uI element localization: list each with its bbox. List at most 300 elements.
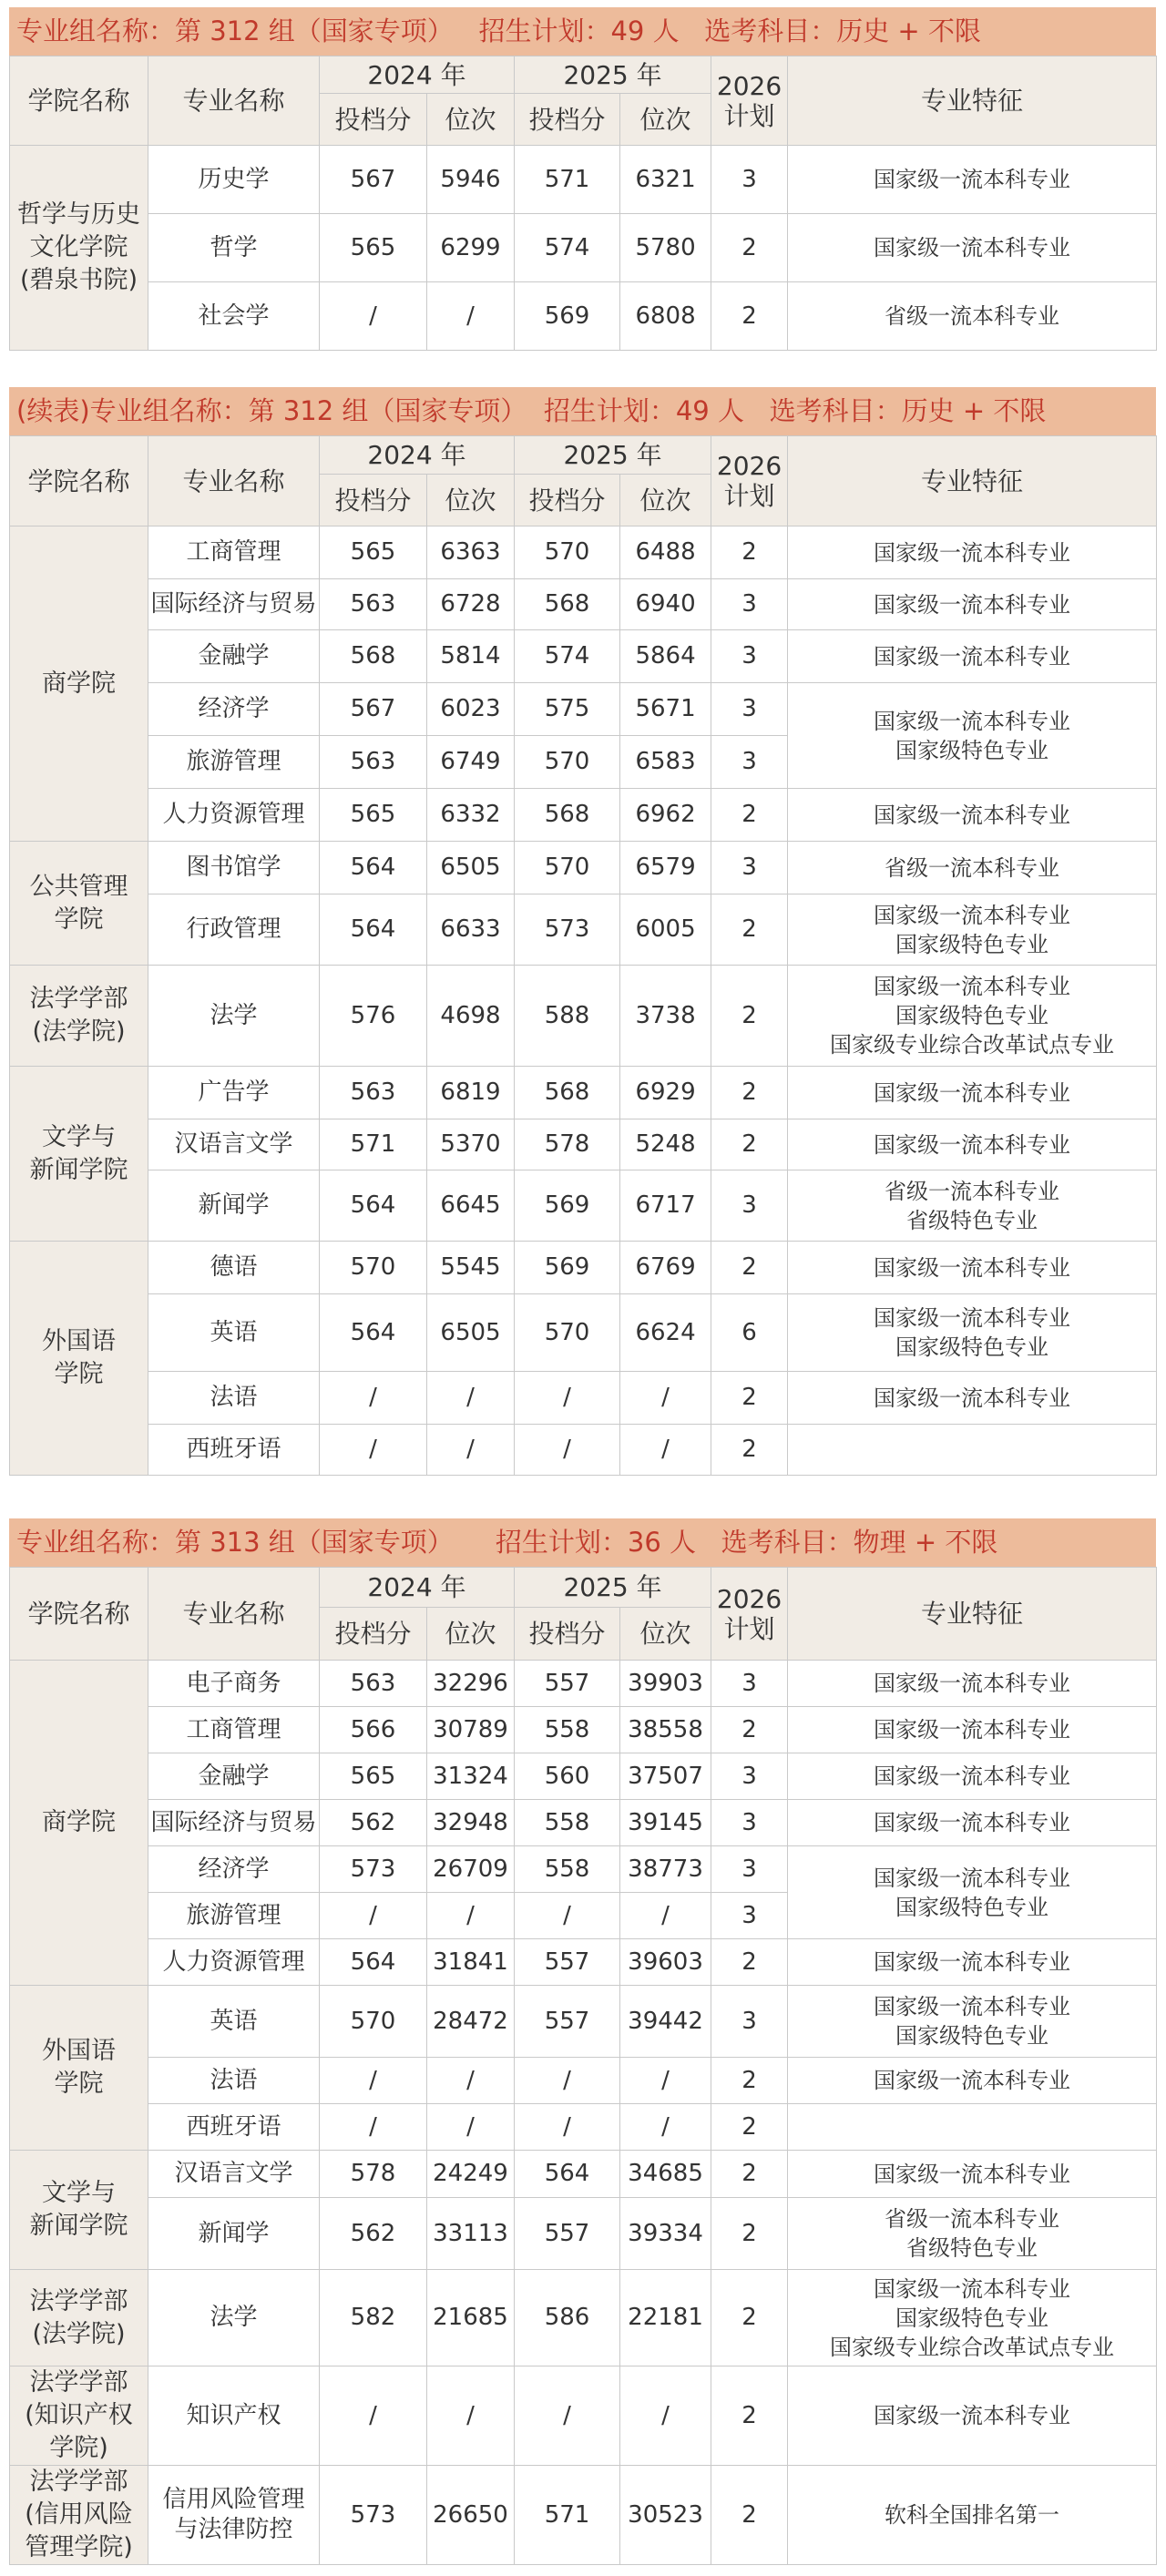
plan-2026: 2 [711, 1372, 788, 1425]
score-2024: 565 [320, 789, 427, 842]
major-feature [788, 789, 1157, 842]
score-2025: 588 [515, 966, 620, 1067]
data-table [9, 435, 1157, 1476]
major-name: 旅游管理 [148, 736, 320, 789]
major-feature [788, 1800, 1157, 1846]
col-header-score: 投档分 [320, 1608, 427, 1661]
major-name: 汉语言文学 [148, 1119, 320, 1170]
college-name-line: 法学学部 [29, 2286, 128, 2315]
major-name: 英语 [148, 1986, 320, 2058]
score-2024: 562 [320, 1800, 427, 1846]
college-name [10, 2366, 148, 2466]
feature-line: 国家级一流本科专业 [874, 1810, 1071, 1835]
rank-2024: 6819 [427, 1067, 515, 1119]
feature-line: 国家级一流本科专业 [874, 2275, 1071, 2302]
score-2025: 575 [515, 683, 620, 736]
college-name-line: (法学院) [32, 1017, 126, 1046]
rank-2025: 6929 [620, 1067, 711, 1119]
score-2024: 564 [320, 1170, 427, 1242]
header-line: 2026 [716, 70, 782, 101]
rank-2024: 32296 [427, 1661, 515, 1707]
score-2025: 569 [515, 1242, 620, 1294]
score-2025: 570 [515, 1294, 620, 1372]
rank-2025: 6940 [620, 579, 711, 630]
admission-table-312 [9, 7, 1156, 351]
plan-2026: 2 [711, 282, 788, 351]
feature-line: 国家级特色专业 [895, 931, 1049, 957]
college-name-line: 外国语 [42, 1327, 116, 1355]
major-name: 国际经济与贸易 [148, 579, 320, 630]
plan-2026: 3 [711, 1846, 788, 1893]
score-2024: / [320, 2058, 427, 2104]
header-row [10, 436, 1157, 475]
table-row [10, 789, 1157, 842]
col-header-rank: 位次 [620, 475, 711, 526]
major-name: 哲学 [148, 214, 320, 282]
col-header-score: 投档分 [515, 94, 620, 146]
rank-2025: 6769 [620, 1242, 711, 1294]
score-2025: 568 [515, 1067, 620, 1119]
plan-2026: 3 [711, 1893, 788, 1939]
feature-line: 国家级一流本科专业 [874, 167, 1071, 192]
major-feature [788, 630, 1157, 683]
major-feature [788, 2466, 1157, 2565]
college-name-line: 新闻学院 [29, 1155, 128, 1184]
plan-2026: 3 [711, 1986, 788, 2058]
score-2024: / [320, 1425, 427, 1476]
score-2024: / [320, 282, 427, 351]
score-2025: 570 [515, 842, 620, 894]
college-name [10, 966, 148, 1067]
plan-2026: 2 [711, 789, 788, 842]
rank-2024: 6332 [427, 789, 515, 842]
rank-2025: / [620, 2366, 711, 2466]
major-name: 汉语言文学 [148, 2151, 320, 2198]
rank-2025: 39903 [620, 1661, 711, 1707]
major-feature [788, 2058, 1157, 2104]
score-2025: 558 [515, 1707, 620, 1753]
plan-2026: 2 [711, 894, 788, 966]
rank-2024: 31324 [427, 1753, 515, 1800]
score-2025: 557 [515, 1939, 620, 1986]
feature-line: 国家级一流本科专业 [874, 1763, 1071, 1789]
feature-line: 国家级一流本科专业 [874, 708, 1071, 734]
major-name: 社会学 [148, 282, 320, 351]
col-header-plan [711, 56, 788, 146]
feature-line: 省级特色专业 [906, 2235, 1038, 2261]
score-2024: / [320, 2104, 427, 2151]
major-feature [788, 1170, 1157, 1242]
score-2024: 564 [320, 1294, 427, 1372]
feature-line: 国家级一流本科专业 [874, 2161, 1071, 2187]
rank-2025: 37507 [620, 1753, 711, 1800]
plan-2026: 2 [711, 966, 788, 1067]
score-2025: 564 [515, 2151, 620, 2198]
rank-2024: / [427, 1893, 515, 1939]
feature-line: 国家级一流本科专业 [874, 2068, 1071, 2093]
major-name: 行政管理 [148, 894, 320, 966]
major-feature [788, 146, 1157, 214]
feature-line: 国家级一流本科专业 [874, 235, 1071, 261]
score-2025: 569 [515, 1170, 620, 1242]
feature-line: 国家级特色专业 [895, 737, 1049, 763]
rank-2025: 5864 [620, 630, 711, 683]
table-row [10, 1939, 1157, 1986]
group-banner: 专业组名称：第 312 组（国家专项） 招生计划：49 人 选考科目：历史 + 不限 [9, 7, 1156, 56]
score-2024: 564 [320, 1939, 427, 1986]
plan-2026: 2 [711, 526, 788, 579]
college-name [10, 1242, 148, 1476]
major-feature [788, 1661, 1157, 1707]
major-name: 法学 [148, 2270, 320, 2366]
table-row [10, 894, 1157, 966]
score-2024: 576 [320, 966, 427, 1067]
feature-line: 省级一流本科专业 [885, 2206, 1060, 2232]
rank-2024: 33113 [427, 2198, 515, 2270]
score-2025: / [515, 1425, 620, 1476]
col-header-rank: 位次 [427, 94, 515, 146]
major-name: 金融学 [148, 1753, 320, 1800]
score-2025: 557 [515, 2198, 620, 2270]
feature-line: 国家级特色专业 [895, 1003, 1049, 1028]
col-header-rank: 位次 [427, 1608, 515, 1661]
data-table [9, 1567, 1157, 2565]
col-header-major: 专业名称 [148, 1568, 320, 1661]
feature-line: 国家级特色专业 [895, 1334, 1049, 1360]
college-name-line: 学院 [54, 905, 104, 934]
feature-line: 国家级一流本科专业 [874, 539, 1071, 566]
rank-2025: 6321 [620, 146, 711, 214]
major-name: 英语 [148, 1294, 320, 1372]
feature-line: 国家级一流本科专业 [874, 1385, 1071, 1411]
rank-2024: 6505 [427, 842, 515, 894]
rank-2024: 6633 [427, 894, 515, 966]
major-name: 经济学 [148, 683, 320, 736]
score-2024: 564 [320, 842, 427, 894]
rank-2025: 22181 [620, 2270, 711, 2366]
college-name-line: 法学学部 [29, 2468, 128, 2496]
major-name: 西班牙语 [148, 1425, 320, 1476]
plan-2026: 3 [711, 683, 788, 736]
rank-2025: 6005 [620, 894, 711, 966]
col-header-score: 投档分 [515, 475, 620, 526]
college-name-line: 学院 [54, 2070, 104, 2098]
major-name: 旅游管理 [148, 1893, 320, 1939]
score-2024: 564 [320, 894, 427, 966]
rank-2025: 39603 [620, 1939, 711, 1986]
major-name: 工商管理 [148, 526, 320, 579]
rank-2025: 6583 [620, 736, 711, 789]
major-name: 人力资源管理 [148, 789, 320, 842]
feature-line: 国家级一流本科专业 [874, 1717, 1071, 1743]
table-row [10, 2104, 1157, 2151]
score-2025: 571 [515, 2466, 620, 2565]
college-name [10, 842, 148, 966]
rank-2024: 5545 [427, 1242, 515, 1294]
plan-2026: 2 [711, 2466, 788, 2565]
major-name: 新闻学 [148, 2198, 320, 2270]
major-name: 国际经济与贸易 [148, 1800, 320, 1846]
major-feature [788, 282, 1157, 351]
major-feature [788, 1753, 1157, 1800]
feature-line: 国家级特色专业 [895, 2023, 1049, 2049]
college-name [10, 2151, 148, 2270]
score-2025: 573 [515, 894, 620, 966]
table-row [10, 1119, 1157, 1170]
college-name-line: (碧泉书院) [19, 266, 138, 294]
table-row [10, 1067, 1157, 1119]
score-2024: 573 [320, 2466, 427, 2565]
feature-line: 国家级一流本科专业 [874, 902, 1071, 928]
plan-2026: 6 [711, 1294, 788, 1372]
major-name: 法语 [148, 1372, 320, 1425]
major-feature [788, 966, 1157, 1067]
header-row [10, 56, 1157, 94]
table-row [10, 579, 1157, 630]
major-name: 历史学 [148, 146, 320, 214]
feature-line: 国家级一流本科专业 [874, 1254, 1071, 1281]
major-feature [788, 2366, 1157, 2466]
plan-2026: 3 [711, 1753, 788, 1800]
score-2025: / [515, 2104, 620, 2151]
rank-2024: 6749 [427, 736, 515, 789]
plan-2026: 2 [711, 1067, 788, 1119]
plan-2026: 2 [711, 2270, 788, 2366]
major-feature [788, 2104, 1157, 2151]
score-2025: / [515, 1372, 620, 1425]
col-header-score: 投档分 [515, 1608, 620, 1661]
major-name: 广告学 [148, 1067, 320, 1119]
col-header-score: 投档分 [320, 475, 427, 526]
rank-2025: 6962 [620, 789, 711, 842]
col-header-2024: 2024 年 [320, 56, 515, 94]
table-row [10, 630, 1157, 683]
rank-2024: 6645 [427, 1170, 515, 1242]
rank-2024: / [427, 2366, 515, 2466]
college-name-line: 新闻学院 [29, 2212, 128, 2240]
major-feature [788, 214, 1157, 282]
plan-2026: 2 [711, 1242, 788, 1294]
rank-2025: 6808 [620, 282, 711, 351]
plan-2026: 2 [711, 1939, 788, 1986]
score-2024: 563 [320, 579, 427, 630]
major-name-line: 与法律防控 [174, 2516, 293, 2543]
feature-line: 国家级一流本科专业 [874, 1079, 1071, 1106]
college-name-line: (知识产权 [25, 2401, 133, 2429]
major-feature [788, 1939, 1157, 1986]
rank-2025: 39145 [620, 1800, 711, 1846]
college-name-line: 法学学部 [29, 2368, 128, 2397]
score-2025: 569 [515, 282, 620, 351]
table-row [10, 842, 1157, 894]
feature-line: 省级一流本科专业 [885, 854, 1060, 881]
plan-2026: 3 [711, 1800, 788, 1846]
major-name: 知识产权 [148, 2366, 320, 2466]
major-name: 金融学 [148, 630, 320, 683]
score-2024: 565 [320, 214, 427, 282]
table-row [10, 526, 1157, 579]
college-name-line: (信用风险 [25, 2500, 133, 2529]
major-name: 人力资源管理 [148, 1939, 320, 1986]
major-name: 新闻学 [148, 1170, 320, 1242]
feature-line: 国家级一流本科专业 [874, 1131, 1071, 1158]
table-row [10, 146, 1157, 214]
college-name [10, 1067, 148, 1242]
plan-2026: 3 [711, 1661, 788, 1707]
college-name-line: 商学院 [42, 669, 116, 698]
feature-line: 国家级一流本科专业 [874, 1949, 1071, 1975]
col-header-college: 学院名称 [10, 436, 148, 526]
col-header-2025: 2025 年 [515, 436, 711, 475]
col-header-2024: 2024 年 [320, 436, 515, 475]
college-name [10, 2270, 148, 2366]
score-2024: 571 [320, 1119, 427, 1170]
college-name [10, 526, 148, 842]
major-feature [788, 842, 1157, 894]
plan-2026: 3 [711, 146, 788, 214]
rank-2025: / [620, 1425, 711, 1476]
major-name [148, 2466, 320, 2565]
rank-2024: 6363 [427, 526, 515, 579]
table-row [10, 1846, 1157, 1893]
feature-line: 省级特色专业 [906, 1207, 1038, 1233]
college-name-line: 学院 [54, 1360, 104, 1388]
col-header-major: 专业名称 [148, 436, 320, 526]
score-2024: 582 [320, 2270, 427, 2366]
major-feature [788, 2270, 1157, 2366]
col-header-2025: 2025 年 [515, 56, 711, 94]
score-2025: 570 [515, 736, 620, 789]
major-feature [788, 1986, 1157, 2058]
header-line: 计划 [723, 100, 775, 131]
rank-2024: / [427, 2104, 515, 2151]
college-name [10, 146, 148, 351]
score-2025: 574 [515, 214, 620, 282]
college-name [10, 1661, 148, 1986]
major-name: 西班牙语 [148, 2104, 320, 2151]
rank-2024: 32948 [427, 1800, 515, 1846]
score-2024: / [320, 2366, 427, 2466]
header-row [10, 1568, 1157, 1608]
score-2025: 557 [515, 1661, 620, 1707]
score-2024: 563 [320, 736, 427, 789]
rank-2024: / [427, 1425, 515, 1476]
major-name: 工商管理 [148, 1707, 320, 1753]
header-line: 计划 [723, 1613, 775, 1644]
plan-2026: 2 [711, 2366, 788, 2466]
plan-2026: 3 [711, 1170, 788, 1242]
plan-2026: 2 [711, 1425, 788, 1476]
score-2025: / [515, 2366, 620, 2466]
rank-2024: 21685 [427, 2270, 515, 2366]
rank-2024: / [427, 1372, 515, 1425]
rank-2024: 26650 [427, 2466, 515, 2565]
col-header-rank: 位次 [620, 1608, 711, 1661]
table-row [10, 1372, 1157, 1425]
feature-line: 国家级一流本科专业 [874, 1671, 1071, 1696]
feature-line: 省级一流本科专业 [885, 303, 1060, 329]
college-name-line: (法学院) [32, 2319, 126, 2348]
feature-line: 国家级一流本科专业 [874, 643, 1071, 670]
major-name: 法学 [148, 966, 320, 1067]
table-row [10, 214, 1157, 282]
table-row [10, 683, 1157, 736]
major-feature [788, 1372, 1157, 1425]
college-name-line: 文学与 [42, 2179, 116, 2207]
col-header-rank: 位次 [427, 475, 515, 526]
data-table [9, 56, 1157, 351]
plan-2026: 2 [711, 2058, 788, 2104]
plan-2026: 3 [711, 736, 788, 789]
score-2025: 586 [515, 2270, 620, 2366]
score-2024: 570 [320, 1986, 427, 2058]
major-feature [788, 1425, 1157, 1476]
plan-2026: 3 [711, 630, 788, 683]
header-line: 2026 [716, 451, 782, 481]
score-2025: 560 [515, 1753, 620, 1800]
feature-line: 国家级特色专业 [895, 1894, 1049, 1920]
table-row [10, 2366, 1157, 2466]
score-2024: 578 [320, 2151, 427, 2198]
feature-line: 软科全国排名第一 [885, 2502, 1060, 2528]
table-row [10, 2466, 1157, 2565]
col-header-score: 投档分 [320, 94, 427, 146]
score-2024: 567 [320, 683, 427, 736]
college-name-line: 管理学院) [25, 2533, 133, 2561]
score-2025: 571 [515, 146, 620, 214]
rank-2025: 5780 [620, 214, 711, 282]
rank-2025: / [620, 2058, 711, 2104]
admission-table-313 [9, 1518, 1156, 2565]
score-2024: 573 [320, 1846, 427, 1893]
plan-2026: 2 [711, 2198, 788, 2270]
feature-line: 国家级一流本科专业 [874, 1305, 1071, 1331]
major-feature [788, 526, 1157, 579]
rank-2025: / [620, 2104, 711, 2151]
table-row [10, 282, 1157, 351]
plan-2026: 3 [711, 842, 788, 894]
table-row [10, 2058, 1157, 2104]
rank-2025: 30523 [620, 2466, 711, 2565]
feature-line: 国家级一流本科专业 [874, 974, 1071, 999]
score-2025: 574 [515, 630, 620, 683]
score-2024: 563 [320, 1661, 427, 1707]
major-feature [788, 683, 1157, 789]
col-header-major: 专业名称 [148, 56, 320, 146]
rank-2025: 3738 [620, 966, 711, 1067]
feature-line: 国家级专业综合改革试点专业 [830, 1032, 1115, 1058]
rank-2024: 28472 [427, 1986, 515, 2058]
score-2024: 568 [320, 630, 427, 683]
rank-2025: 39442 [620, 1986, 711, 2058]
table-row [10, 966, 1157, 1067]
plan-2026: 2 [711, 1119, 788, 1170]
score-2025: 568 [515, 789, 620, 842]
major-name-line: 信用风险管理 [162, 2486, 305, 2513]
major-name: 德语 [148, 1242, 320, 1294]
plan-2026: 3 [711, 579, 788, 630]
rank-2024: 6023 [427, 683, 515, 736]
col-header-rank: 位次 [620, 94, 711, 146]
table-row [10, 1753, 1157, 1800]
college-name-line: 文化学院 [29, 233, 128, 261]
col-header-2025: 2025 年 [515, 1568, 711, 1608]
score-2024: 570 [320, 1242, 427, 1294]
score-2025: 558 [515, 1800, 620, 1846]
major-feature [788, 579, 1157, 630]
col-header-college: 学院名称 [10, 56, 148, 146]
rank-2024: 24249 [427, 2151, 515, 2198]
